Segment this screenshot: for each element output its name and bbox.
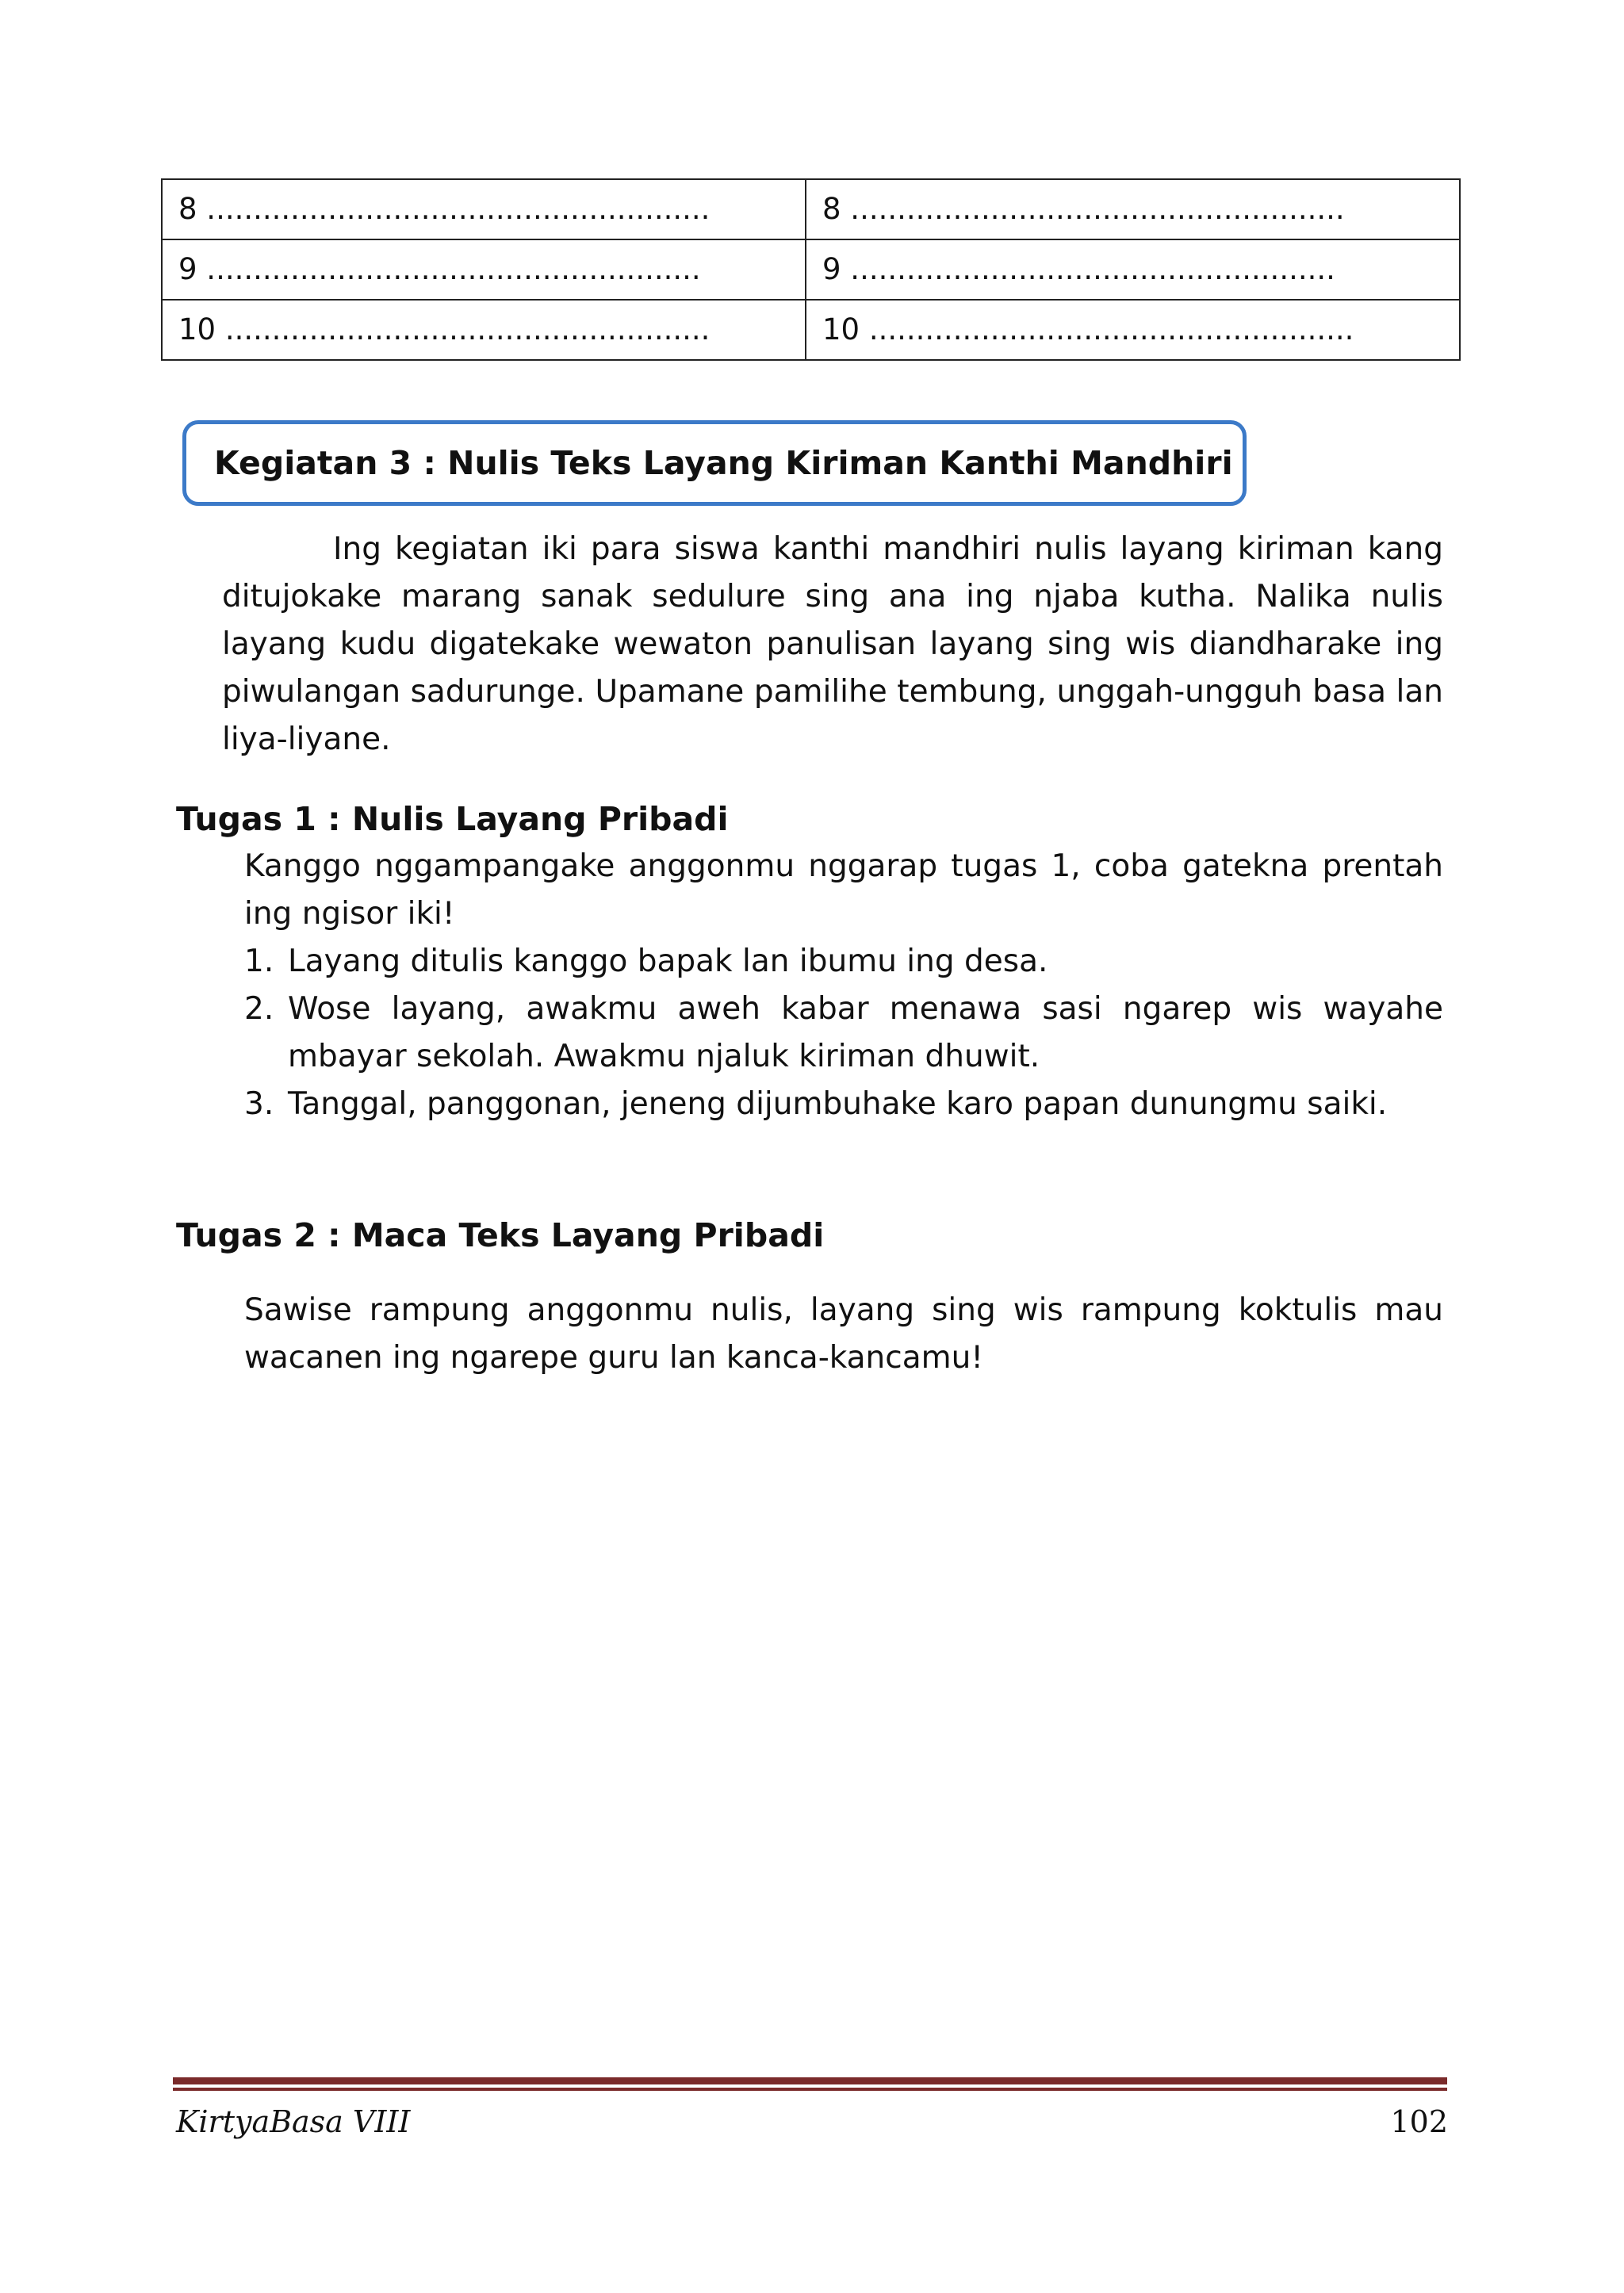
footer-rule-thick — [173, 2077, 1447, 2084]
task2-paragraph: Sawise rampung anggonmu nulis, layang sing wis rampung koktulis mau wacanen ing ngarepe guru lan kanca-kancamu! — [244, 1292, 1443, 1376]
table-cell-right: 9 .................................................... — [806, 239, 1460, 300]
list-item-text: Layang ditulis kanggo bapak lan ibumu ing desa. — [288, 944, 1048, 979]
activity-intro-paragraph: Ing kegiatan iki para siswa kanthi mandhiri nulis layang kiriman kang ditujokake marang sanak sedulure sing ana ing njaba kutha. Nalika nulis layang kudu digatekake wewaton panulisan layang sing wis diandharake ing piwulangan sadurunge. Upamane pamilihe tembung, unggah-ungguh basa lan liya-liyane. — [222, 531, 1443, 757]
footer-rule-thin — [173, 2088, 1447, 2091]
table-row — [162, 300, 1460, 360]
table-cell-left: 10 .................................................... — [162, 300, 806, 360]
footer-book-title: KirtyaBasa VIII — [176, 2104, 411, 2139]
list-item — [244, 938, 1443, 986]
table-cell-right: 8 ..................................................... — [806, 179, 1460, 239]
list-item-number: 3. — [244, 1086, 274, 1122]
footer-page-number: 102 — [1390, 2104, 1448, 2139]
task2-heading: Tugas 2 : Maca Teks Layang Pribadi — [176, 1216, 825, 1254]
table-cell-left: 8 ...................................................... — [162, 179, 806, 239]
list-item-number: 1. — [244, 944, 274, 979]
list-item-text: Tanggal, panggonan, jeneng dijumbuhake karo papan dunungmu saiki. — [288, 1086, 1388, 1122]
table-cell-left: 9 ..................................................... — [162, 239, 806, 300]
answer-table — [161, 178, 1461, 361]
list-item-text: Wose layang, awakmu aweh kabar menawa sasi ngarep wis wayahe mbayar sekolah. Awakmu njaluk kiriman dhuwit. — [288, 991, 1443, 1074]
activity-title-box — [182, 420, 1247, 506]
task1-heading: Tugas 1 : Nulis Layang Pribadi — [176, 800, 729, 838]
list-item-number: 2. — [244, 991, 274, 1027]
activity-title: Kegiatan 3 : Nulis Teks Layang Kiriman Kanthi Mandhiri — [214, 444, 1233, 482]
table-cell-right: 10 .................................................... — [806, 300, 1460, 360]
table-row — [162, 179, 1460, 239]
table-row — [162, 239, 1460, 300]
list-item — [244, 1081, 1443, 1128]
task1-steps-list — [244, 938, 1443, 1128]
task1-intro-paragraph: Kanggo nggampangake anggonmu nggarap tugas 1, coba gatekna prentah ing ngisor iki! — [244, 848, 1443, 932]
list-item — [244, 986, 1443, 1081]
